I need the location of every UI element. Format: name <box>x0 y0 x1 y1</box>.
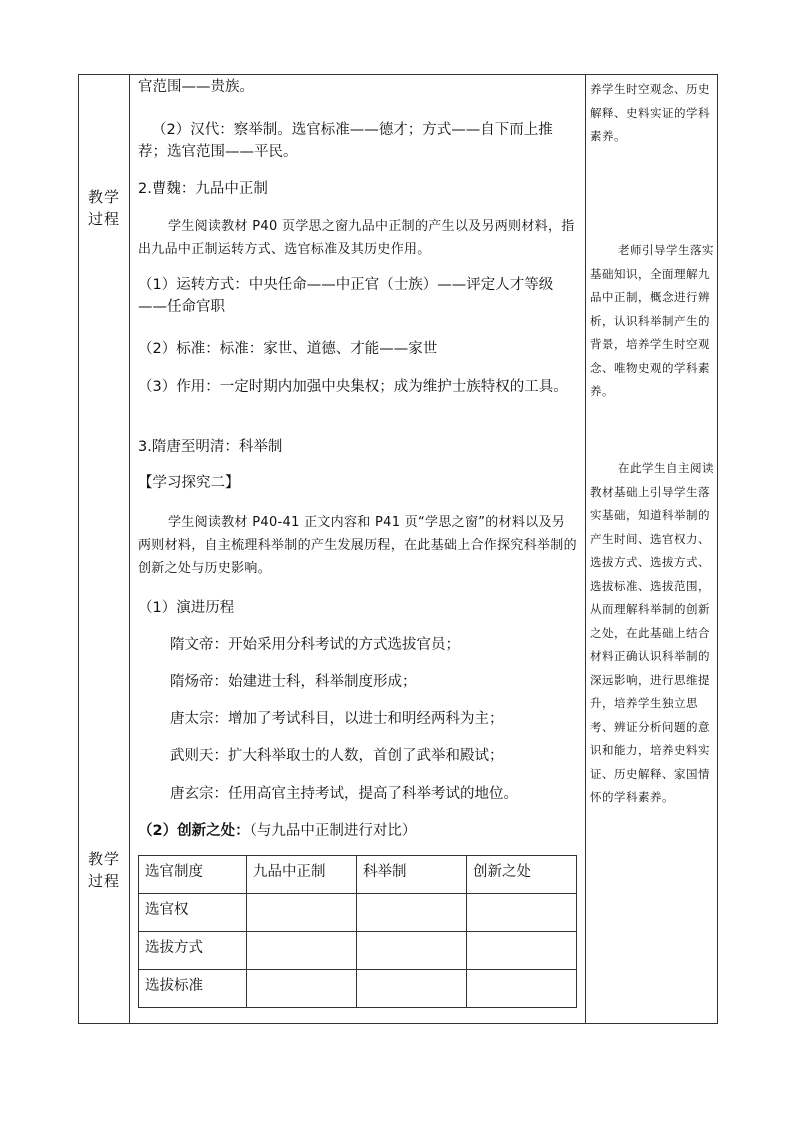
operation-paragraph: （1）运转方式：中央任命——中正官（士族）——评定人才等级——任命官职 <box>138 277 554 315</box>
table-header-row <box>139 856 577 894</box>
innovation-label: （2）创新之处： <box>138 823 250 839</box>
evolution-heading: （1）演进历程 <box>138 600 235 616</box>
han-paragraph: （2）汉代：察举制。选官标准——德才；方式——自下而上推荐；选官范围——平民。 <box>138 122 553 160</box>
table-cell: 选拔方式 <box>139 932 247 970</box>
column-divider-left <box>129 74 130 1024</box>
text-line: 官范围——贵族。 <box>138 79 254 95</box>
teacher-note: 老师引导学生落实基础知识，全面理解九品中正制，概念进行辨析，认识科举制产生的背景，培养学生时空观念、唯物史观的学科素养。 <box>590 243 714 398</box>
comparison-table <box>138 855 577 1008</box>
innovation-note: （与九品中正制进行对比） <box>249 823 417 839</box>
table-row <box>139 894 577 932</box>
table-cell <box>467 932 577 970</box>
explore-title: 【学习探究二】 <box>138 475 240 491</box>
evolution-item: 武则天：扩大科举取士的人数，首创了武举和殿试； <box>170 748 504 764</box>
table-cell <box>357 894 467 932</box>
table-cell <box>247 932 357 970</box>
table-row <box>139 932 577 970</box>
table-cell: 选拔标准 <box>139 970 247 1008</box>
table-cell <box>247 894 357 932</box>
column-divider-right <box>585 74 586 1024</box>
table-cell: 选官权 <box>139 894 247 932</box>
effect-paragraph: （3）作用：一定时期内加强中央集权；成为维护士族特权的工具。 <box>138 379 568 395</box>
table-cell <box>467 894 577 932</box>
task-paragraph: 学生阅读教材 P40 页学思之窗九品中正制的产生以及另两则材料，指出九品中正制运转方式、选官标准及其历史作用。 <box>138 219 575 257</box>
table-header-cell: 九品中正制 <box>247 856 357 894</box>
table-cell <box>357 970 467 1008</box>
side-label-teaching-process: 教学 过程 <box>87 188 120 228</box>
innovation-heading <box>138 820 578 842</box>
table-cell <box>247 970 357 1008</box>
teacher-note: 在此学生自主阅读教材基础上引导学生落实基础，知道科举制的产生时间、选官权力、选拔方式、选拔方式、选拔标准、选拔范围，从而理解科举制的创新之处，在此基础上结合材料正确认识科举制的深远影响，进行思维提升，培养学生独立思考、辨证分析问题的意识和能力，培养史料实证、历史解释、家国情怀的学科素养。 <box>590 461 714 804</box>
evolution-item: 隋炀帝：始建进士科，科举制度形成； <box>170 674 417 690</box>
table-cell <box>357 932 467 970</box>
table-header-cell: 科举制 <box>357 856 467 894</box>
table-header-cell: 创新之处 <box>467 856 577 894</box>
teacher-note: 养学生时空观念、历史解释、史料实证的学科素养。 <box>590 82 710 143</box>
side-label-teaching-process: 教学 过程 <box>87 850 120 890</box>
table-row <box>139 970 577 1008</box>
section-heading: 3.隋唐至明清：科举制 <box>138 439 283 455</box>
evolution-item: 唐太宗：增加了考试科目，以进士和明经两科为主； <box>170 711 504 727</box>
table-header-cell: 选官制度 <box>139 856 247 894</box>
evolution-item: 隋文帝：开始采用分科考试的方式选拔官员； <box>170 637 460 653</box>
standard-paragraph: （2）标准：标准：家世、道德、才能——家世 <box>138 341 438 357</box>
explore-paragraph: 学生阅读教材 P40-41 正文内容和 P41 页“学思之窗”的材料以及另两则材料，自主梳理科举制的产生发展历程，在此基础上合作探究科举制的创新之处与历史影响。 <box>138 515 577 576</box>
evolution-item: 唐玄宗：任用高官主持考试，提高了科举考试的地位。 <box>170 786 518 802</box>
table-cell <box>467 970 577 1008</box>
section-heading: 2.曹魏：九品中正制 <box>138 181 268 197</box>
